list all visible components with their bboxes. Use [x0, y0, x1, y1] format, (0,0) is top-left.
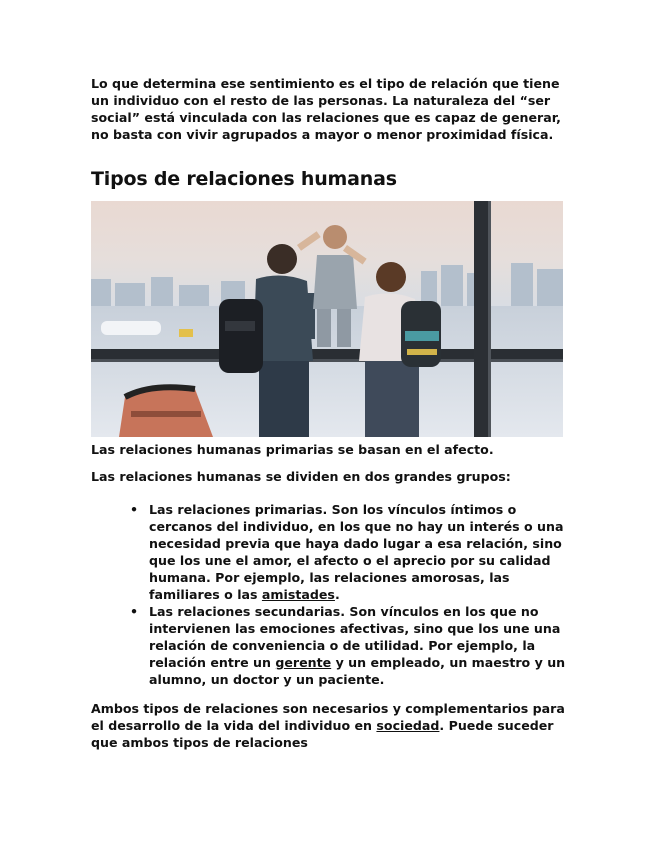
article-body	[91, 75, 569, 751]
bullet-icon: •	[130, 502, 139, 517]
section-heading: Tipos de relaciones humanas	[91, 168, 397, 190]
groups-intro: Las relaciones humanas se dividen en dos grandes grupos:	[91, 469, 511, 484]
closing-text-end: . Puede suceder que ambos tipos de relaciones	[91, 718, 554, 750]
sociedad-link[interactable]: sociedad	[376, 718, 440, 733]
secondary-text-end: y un empleado, un maestro y un alumno, un doctor y un paciente.	[149, 655, 566, 687]
bullet-icon: •	[130, 604, 139, 619]
image-caption: Las relaciones humanas primarias se basan en el afecto.	[91, 442, 494, 457]
closing-text: Ambos tipos de relaciones son necesarios y complementarios para el desarrollo de la vida del individuo en	[91, 701, 565, 733]
list-item-secondary	[130, 603, 569, 688]
secondary-text: Las relaciones secundarias. Son vínculos en los que no intervienen las emociones afectivas, sino que los une una relación de conveniencia o de utilidad. Por ejemplo, la relación entre un	[149, 604, 561, 670]
gerente-link[interactable]: gerente	[275, 655, 332, 670]
list-item-primary	[130, 501, 569, 603]
amistades-link[interactable]: amistades	[261, 587, 335, 602]
primary-text-end: .	[334, 587, 340, 602]
relations-list	[91, 501, 569, 688]
intro-paragraph: Lo que determina ese sentimiento es el tipo de relación que tiene un individuo con el resto de las personas. La naturaleza del “ser social” está vinculada con las relaciones que es capaz de generar, no basta con vivir agrupados a mayor o menor proximidad física.	[91, 76, 561, 142]
primary-text: Las relaciones primarias. Son los vínculos íntimos o cercanos del individuo, en los que no hay un interés o una necesidad previa que haya dado lugar a esa relación, sino que los une el amor, el afecto o el aprecio por su calidad humana. Por ejemplo, las relaciones amorosas, las familiares o las	[149, 502, 564, 602]
closing-paragraph	[91, 700, 569, 751]
family-at-airport-window-photo	[91, 201, 563, 437]
